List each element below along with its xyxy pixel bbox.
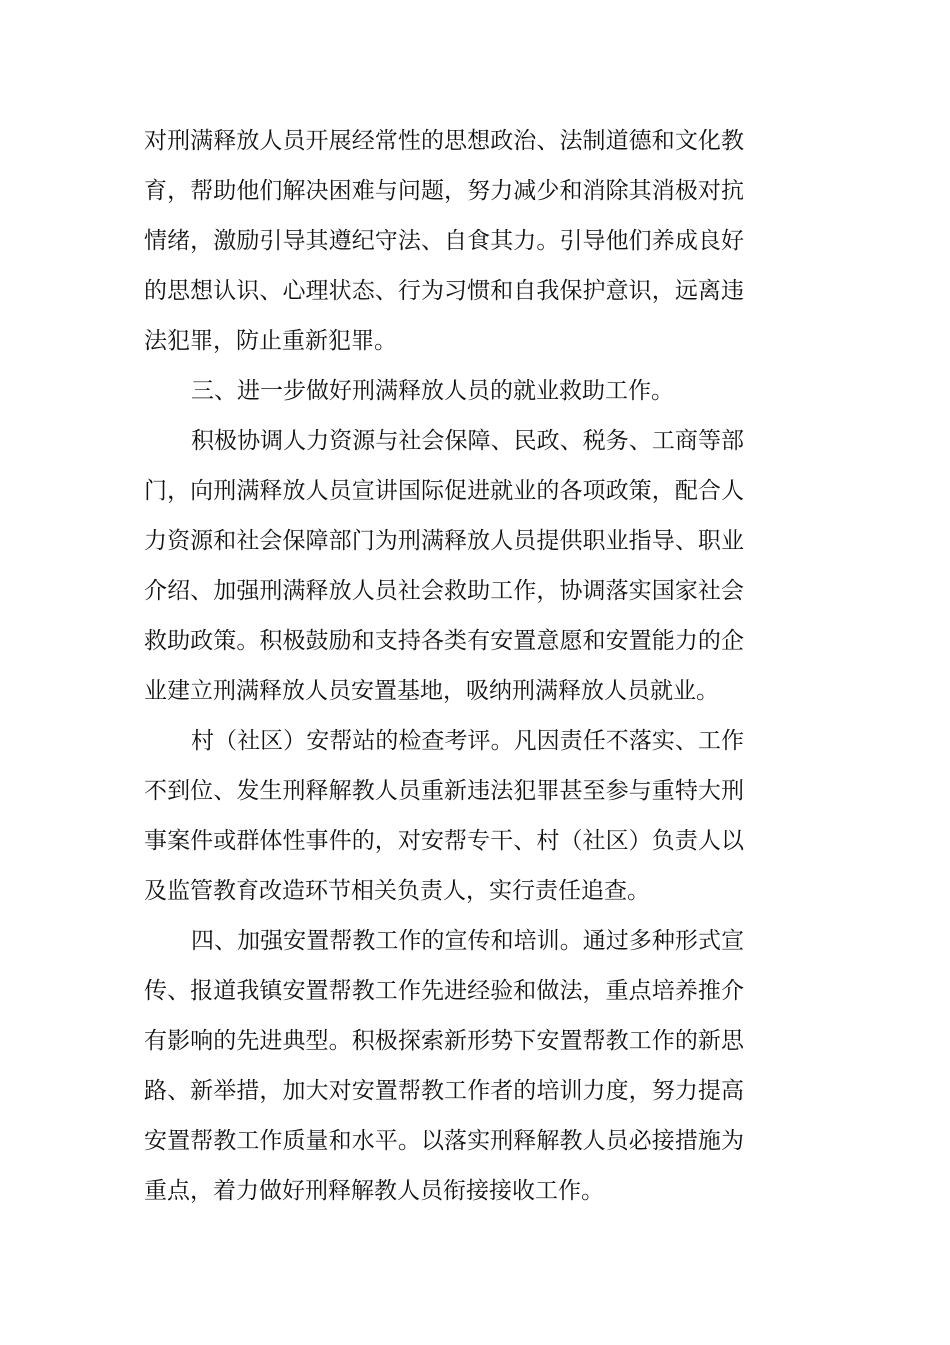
text-line: 育，帮助他们解决困难与问题，努力减少和消除其消极对抗: [144, 178, 744, 204]
text-line: 重点，着力做好刑释解教人员衔接接收工作。: [144, 1178, 604, 1204]
paragraph-1: [144, 116, 744, 366]
text-line: 情绪，激励引导其遵纪守法、自食其力。引导他们养成良好: [144, 228, 744, 254]
text-line: 传、报道我镇安置帮教工作先进经验和做法，重点培养推介: [144, 978, 744, 1004]
paragraph-employment: [144, 416, 744, 716]
document-body: [144, 116, 744, 1216]
text-line: 业建立刑满释放人员安置基地，吸纳刑满释放人员就业。: [144, 678, 719, 704]
text-line: 不到位、发生刑释解教人员重新违法犯罪甚至参与重特大刑: [144, 778, 744, 804]
paragraph-publicity: [144, 916, 744, 1216]
text-line: 四、加强安置帮教工作的宣传和培训。通过多种形式宣: [191, 928, 744, 954]
text-line: 对刑满释放人员开展经常性的思想政治、法制道德和文化教: [144, 128, 744, 154]
text-line: 三、进一步做好刑满释放人员的就业救助工作。: [191, 378, 674, 404]
text-line: 的思想认识、心理状态、行为习惯和自我保护意识，远离违: [144, 278, 744, 304]
paragraph-inspection: [144, 716, 744, 916]
text-line: 有影响的先进典型。积极探索新形势下安置帮教工作的新思: [144, 1028, 744, 1054]
text-line: 村（社区）安帮站的检查考评。凡因责任不落实、工作: [191, 728, 744, 754]
text-line: 法犯罪，防止重新犯罪。: [144, 328, 397, 354]
text-line: 及监管教育改造环节相关负责人，实行责任追查。: [144, 878, 650, 904]
text-line: 积极协调人力资源与社会保障、民政、税务、工商等部: [191, 428, 744, 454]
text-line: 介绍、加强刑满释放人员社会救助工作，协调落实国家社会: [144, 578, 744, 604]
text-line: 事案件或群体性事件的，对安帮专干、村（社区）负责人以: [144, 828, 744, 854]
text-line: 力资源和社会保障部门为刑满释放人员提供职业指导、职业: [144, 528, 744, 554]
text-line: 安置帮教工作质量和水平。以落实刑释解教人员必接措施为: [144, 1128, 744, 1154]
section-heading-3: [144, 366, 744, 416]
text-line: 门，向刑满释放人员宣讲国际促进就业的各项政策，配合人: [144, 478, 744, 504]
text-line: 救助政策。积极鼓励和支持各类有安置意愿和安置能力的企: [144, 628, 744, 654]
text-line: 路、新举措，加大对安置帮教工作者的培训力度，努力提高: [144, 1078, 744, 1104]
